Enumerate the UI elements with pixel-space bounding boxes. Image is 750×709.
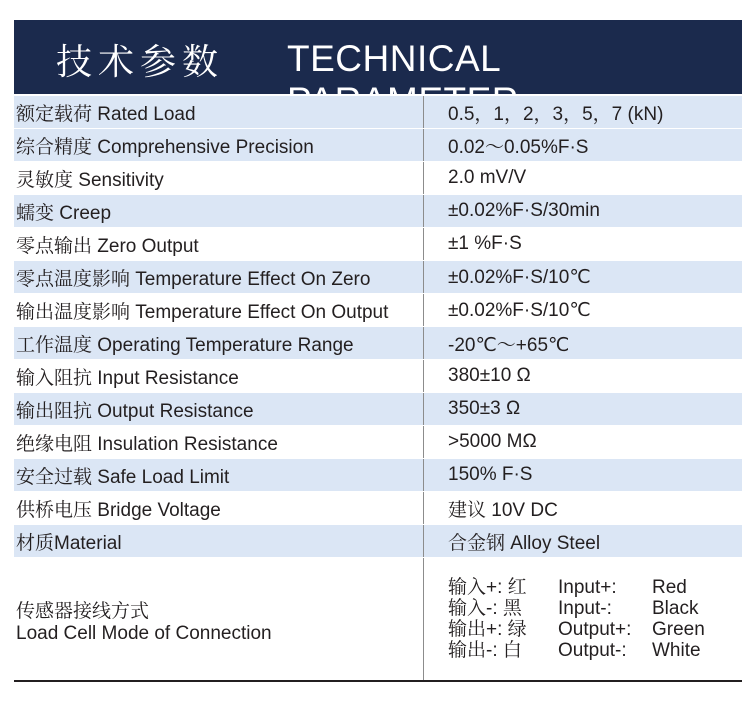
row-label: 输入阻抗 Input Resistance: [14, 360, 424, 393]
table-row: [14, 129, 742, 162]
row-label: 绝缘电阻 Insulation Resistance: [14, 426, 424, 459]
table-row: [14, 195, 742, 228]
parameter-table: [14, 96, 742, 682]
row-value: 150% F·S: [424, 459, 743, 492]
table-row: [14, 327, 742, 360]
connection-label: [14, 558, 424, 682]
row-label: 供桥电压 Bridge Voltage: [14, 492, 424, 525]
table-row: [14, 525, 742, 558]
table-row: [14, 459, 742, 492]
row-label: 工作温度 Operating Temperature Range: [14, 327, 424, 360]
table-row: [14, 426, 742, 459]
title-english: TECHNICAL: [287, 38, 500, 79]
row-value: ±0.02%F·S/30min: [424, 195, 743, 228]
table-row: [14, 393, 742, 426]
wire-color: Green: [652, 619, 705, 640]
row-value: 2.0 mV/V: [424, 162, 743, 195]
row-label: 材质Material: [14, 525, 424, 558]
title-chinese: 技术参数: [56, 42, 225, 83]
row-label: 额定载荷 Rated Load: [14, 96, 424, 129]
row-value: 0.02～0.05%F·S: [424, 129, 743, 162]
connection-label-cn: 传感器接线方式: [16, 601, 150, 622]
table-row: [14, 261, 742, 294]
row-value: 380±10 Ω: [424, 360, 743, 393]
table-row: [14, 360, 742, 393]
row-value: ±1 %F·S: [424, 228, 743, 261]
row-label: 输出阻抗 Output Resistance: [14, 393, 424, 426]
table-row: [14, 294, 742, 327]
connection-label-en: Load Cell Mode of Connection: [16, 623, 272, 644]
row-value: ±0.02%F·S/10℃: [424, 261, 743, 294]
wire-en: Output-:: [558, 640, 627, 661]
row-value: 350±3 Ω: [424, 393, 743, 426]
row-value: 0.5，1，2，3，5，7 (kN): [424, 96, 743, 129]
wire-color: White: [652, 640, 701, 661]
table-row: [14, 228, 742, 261]
table-row-connection: [14, 558, 742, 682]
wire-color: Red: [652, 577, 687, 598]
wire-cn: 输入-: 黑: [448, 598, 522, 619]
row-label: 零点输出 Zero Output: [14, 228, 424, 261]
wire-color: Black: [652, 598, 699, 619]
wire-en: Input-:: [558, 598, 612, 619]
wire-en: Input+:: [558, 577, 617, 598]
wire-en: Output+:: [558, 619, 632, 640]
table-header-banner: [14, 20, 742, 94]
table-row: [14, 492, 742, 525]
row-label: 综合精度 Comprehensive Precision: [14, 129, 424, 162]
row-value: -20℃～+65℃: [424, 327, 743, 360]
wire-cn: 输出+: 绿: [448, 619, 527, 640]
row-label: 蠕变 Creep: [14, 195, 424, 228]
row-value: ±0.02%F·S/10℃: [424, 294, 743, 327]
wiring-list: [448, 577, 742, 661]
row-label: 输出温度影响 Temperature Effect On Output: [14, 294, 424, 327]
row-label: 零点温度影响 Temperature Effect On Zero: [14, 261, 424, 294]
wire-cn: 输出-: 白: [448, 640, 522, 661]
wire-cn: 输入+: 红: [448, 577, 527, 598]
row-label: 安全过载 Safe Load Limit: [14, 459, 424, 492]
row-value: 合金钢 Alloy Steel: [424, 525, 743, 558]
row-value: >5000 MΩ: [424, 426, 743, 459]
table-row: [14, 96, 742, 129]
connection-wiring: [424, 558, 743, 682]
table-row: [14, 162, 742, 195]
row-value: 建议 10V DC: [424, 492, 743, 525]
row-label: 灵敏度 Sensitivity: [14, 162, 424, 195]
